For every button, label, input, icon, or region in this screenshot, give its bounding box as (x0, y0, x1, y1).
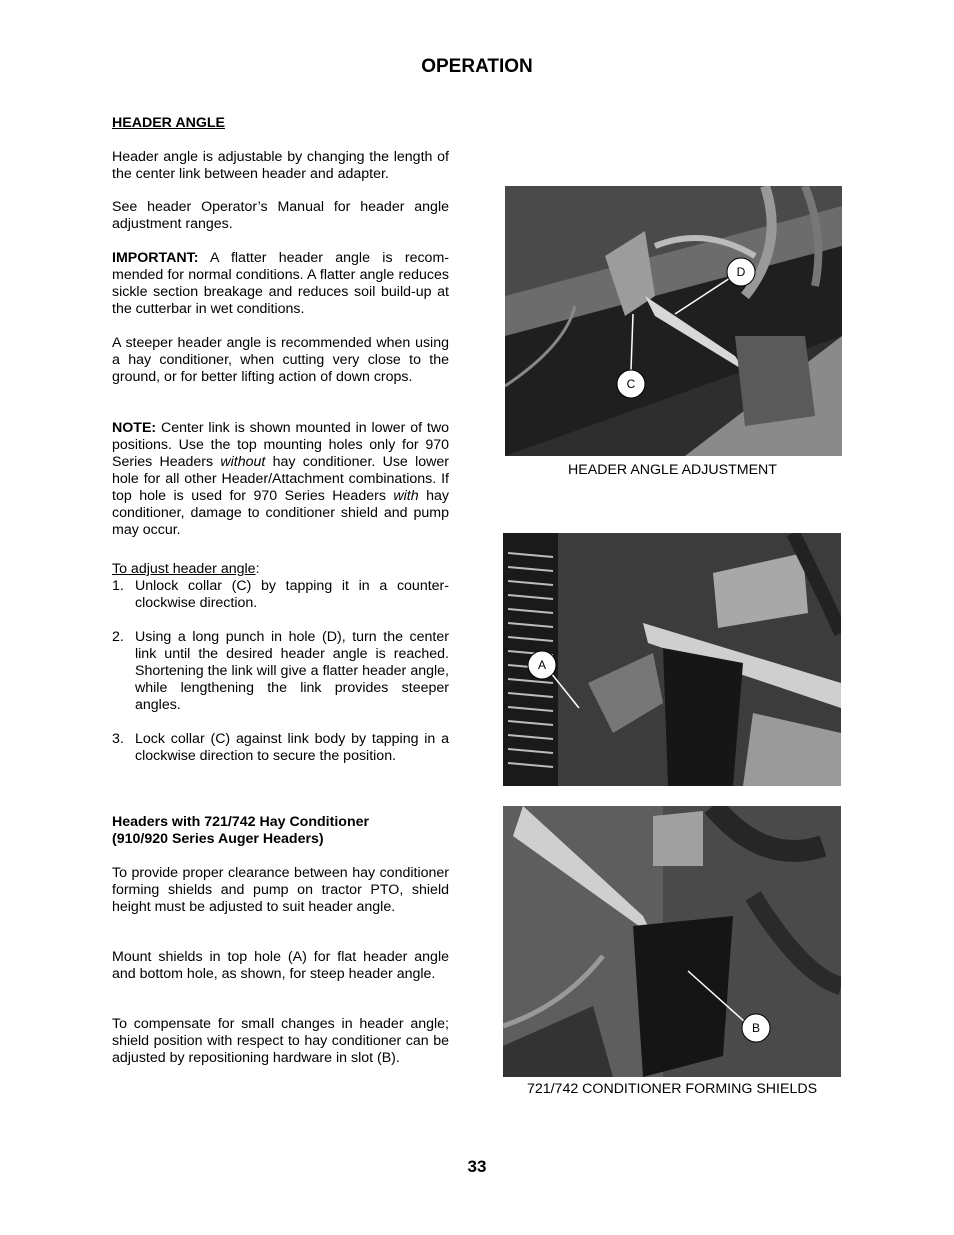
note-paragraph (112, 420, 449, 539)
adjust-heading-colon: : (255, 561, 260, 577)
paragraph-text: See header Operator’s Manual for header angle adjustment ranges. (112, 199, 449, 232)
callout-b: B (751, 1021, 761, 1035)
important-text: A flatter header angle is recom-mended for normal conditions. A flatter angle reduces sickle section breakage and reduces soil build-up at the cutterbar in wet conditions. (112, 250, 449, 317)
header-angle-photo (505, 186, 842, 456)
paragraph-text: Mount shields in top hole (A) for flat header angle and bottom hole, as shown, for steep header angle. (112, 949, 449, 982)
note-text: hay conditioner. Use lower hole for all other Header/Attachment combinations. If top hole is used for 970 Series Headers (112, 454, 449, 504)
figure-caption: 721/742 CONDITIONER FORMING SHIELDS (526, 1081, 818, 1097)
adjust-procedure (112, 561, 449, 765)
figure-caption: HEADER ANGLE ADJUSTMENT (568, 462, 777, 478)
steps-list (112, 578, 449, 765)
list-item (112, 731, 449, 765)
section-heading: HEADER ANGLE (112, 115, 225, 131)
paragraph-text: To compensate for small changes in header angle; shield position with respect to hay conditioner can be adjusted by repositioning hardware in slot (B). (112, 1016, 449, 1066)
callout-c: C (626, 377, 636, 391)
paragraph (112, 949, 449, 983)
important-paragraph (112, 250, 449, 318)
forming-shield-photo (503, 806, 841, 1077)
section-header-angle (112, 115, 449, 132)
note-emphasis: without (220, 454, 266, 470)
shield-mount-photo (503, 533, 841, 786)
shield-mount-illustration (503, 533, 841, 786)
paragraph (112, 1016, 449, 1067)
step-text: Using a long punch in hole (D), turn the center link until the desired header angle is reached. Shortening the link will give a flatter header angle, while lengthening the link provides steeper angles. (135, 629, 449, 713)
paragraph (112, 865, 449, 916)
paragraph (112, 149, 449, 183)
list-item (112, 578, 449, 612)
step-text: Lock collar (C) against link body by tapping in a clockwise direction to secure the position. (135, 731, 449, 764)
step-number: 1. (112, 578, 124, 594)
callout-d: D (736, 265, 746, 279)
section-hay-conditioner-heading (112, 814, 449, 848)
note-label: NOTE: (112, 420, 157, 436)
adjust-heading: To adjust header angle (112, 561, 256, 577)
note-text: hay conditioner, damage to conditioner shield and pump may occur. (112, 488, 449, 538)
note-emphasis: with (393, 488, 419, 504)
step-number: 2. (112, 629, 124, 645)
paragraph-text: A steeper header angle is recommended when using a hay conditioner, when cutting very close to the ground, or for better lifting action of down crops. (112, 335, 449, 385)
section-subheading: (910/920 Series Auger Headers) (112, 831, 324, 847)
header-angle-illustration (505, 186, 842, 456)
important-label: IMPORTANT: (112, 250, 199, 266)
list-item (112, 629, 449, 714)
section-heading: Headers with 721/742 Hay Conditioner (112, 814, 370, 830)
forming-shield-illustration (503, 806, 841, 1077)
note-text: Center link is shown mounted in lower of two positions. Use the top mounting holes only for 970 Series Headers (112, 420, 449, 470)
paragraph (112, 335, 449, 386)
paragraph (112, 199, 449, 233)
step-text: Unlock collar (C) by tapping it in a counter-clockwise direction. (135, 578, 449, 611)
page-title: OPERATION (421, 56, 533, 77)
step-number: 3. (112, 731, 124, 747)
callout-a: A (537, 658, 547, 672)
paragraph-text: To provide proper clearance between hay conditioner forming shields and pump on tractor PTO, shield height must be adjusted to suit header angle. (112, 865, 449, 915)
page-number: 33 (467, 1157, 487, 1176)
paragraph-text: Header angle is adjustable by changing the length of the center link between header and adapter. (112, 149, 449, 182)
